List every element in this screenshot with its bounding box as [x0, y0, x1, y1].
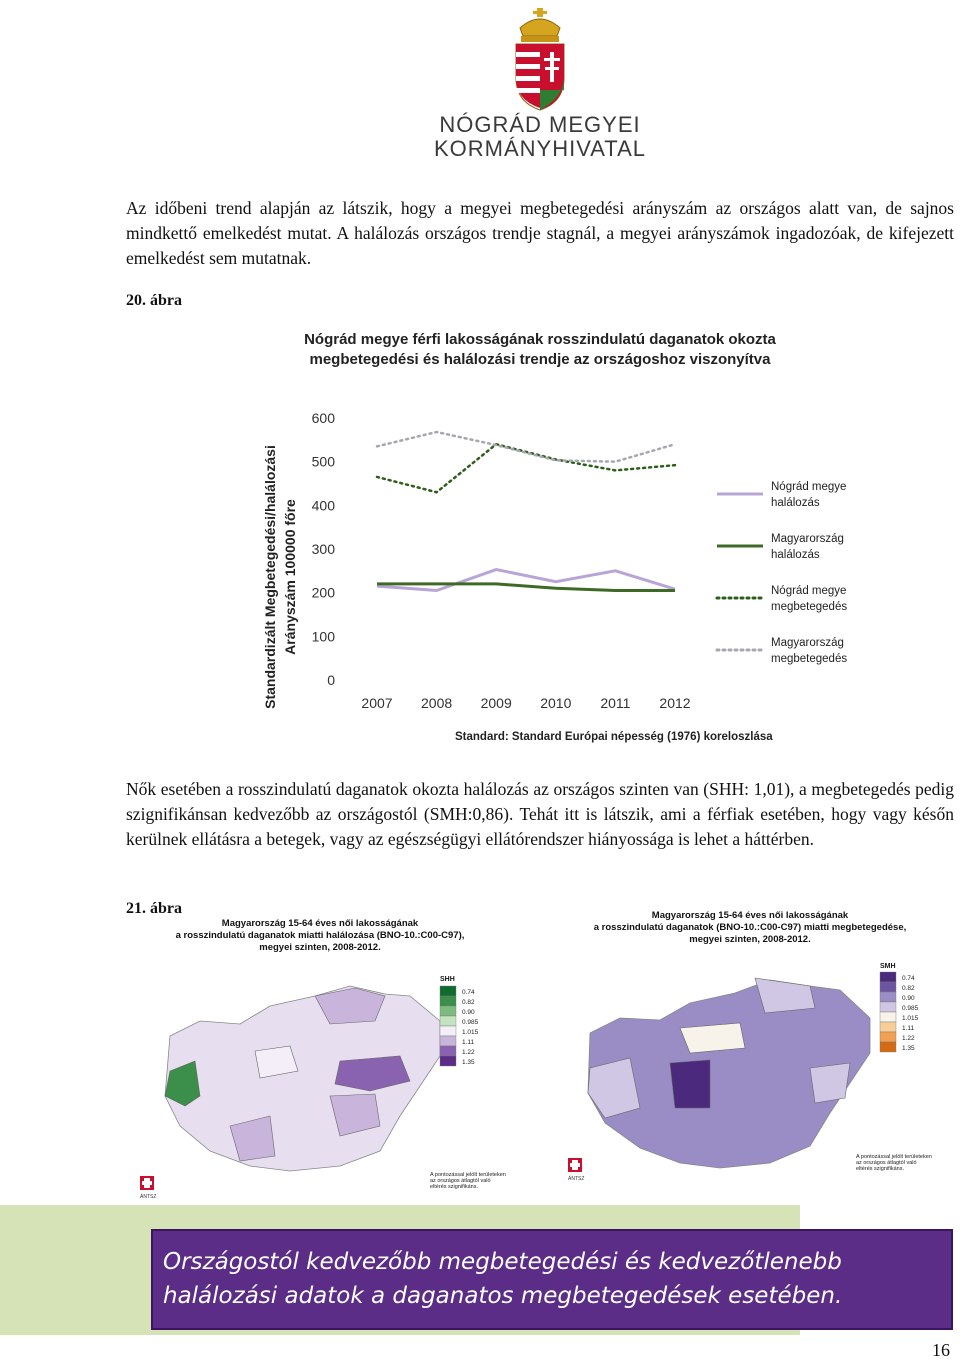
y-tick-label: 500 [311, 453, 335, 470]
legend-value: 1.11 [462, 1039, 475, 1046]
right-map-legend [880, 972, 919, 1052]
legend-swatch [880, 992, 896, 1002]
legend-value: 1.015 [462, 1029, 479, 1036]
right-map-svg [560, 958, 955, 1193]
chart-title: Nógrád megye férfi lakosságának rosszindulatú daganatok okozta megbetegedési és halálozási trendje az országoshoz viszonyítva [304, 331, 776, 368]
right-map-county-borsod [755, 978, 815, 1013]
right-map-figure [560, 910, 955, 1195]
legend-swatch [880, 1022, 896, 1032]
right-legend-title: SMH [880, 963, 896, 970]
legend-value: 0.74 [462, 989, 475, 996]
chart-footnote: Standard: Standard Európai népesség (1976) koreloszlása [455, 731, 773, 743]
x-tick-label: 2012 [659, 695, 691, 711]
left-map-title: Magyarország 15-64 éves női lakosságának a rosszindulatú daganatok miatti halálozása (BNO-10.:C00-C97), megyei szinten, 2008-2012. [175, 918, 465, 953]
chart-series [377, 432, 675, 591]
right-logo-text: ÁNTSZ [568, 1176, 585, 1182]
legend-value: 0.82 [462, 999, 475, 1006]
legend-value: 1.22 [462, 1049, 475, 1056]
chart-legend [717, 481, 847, 665]
left-legend-note: A pontozással jelölt területeken az országos átlagtól való eltérés szignifikáns. [430, 1172, 506, 1190]
chart-y-axis-label [262, 445, 298, 709]
line-chart-svg [255, 322, 885, 752]
summary-banner [151, 1229, 953, 1330]
legend-value: 1.35 [902, 1045, 915, 1052]
legend-swatch [440, 1016, 456, 1026]
left-map-antsz-logo [140, 1176, 156, 1200]
x-tick-label: 2011 [600, 695, 631, 711]
legend-value: 0.90 [462, 1009, 475, 1016]
legend-swatch [880, 1002, 896, 1012]
legend-swatch [440, 1056, 456, 1066]
legend-value: 1.11 [902, 1025, 915, 1032]
hungarian-coat-of-arms-icon [420, 6, 660, 111]
y-tick-label: 300 [311, 541, 335, 557]
chart-x-ticks [361, 695, 690, 711]
legend-label: Magyarország halálozás [771, 533, 844, 561]
legend-swatch [440, 986, 456, 996]
chart-y-axis-label-text: Standardizált Megbetegedési/halálozási Arányszám 100000 főre [262, 445, 298, 709]
y-tick-label: 600 [311, 410, 335, 426]
header-logo [420, 6, 660, 161]
chart-y-ticks [312, 410, 336, 688]
legend-value: 0.985 [902, 1005, 919, 1012]
legend-label: Nógrád megye halálozás [771, 481, 847, 509]
legend-value: 1.22 [902, 1035, 915, 1042]
right-map-county-tolna [670, 1060, 710, 1108]
left-map-figure [140, 918, 520, 1203]
legend-swatch [880, 972, 896, 982]
org-name-line2: KORMÁNYHIVATAL [433, 136, 647, 161]
x-tick-label: 2009 [480, 695, 512, 711]
legend-swatch [440, 1006, 456, 1016]
legend-value: 0.82 [902, 985, 915, 992]
legend-swatch [440, 996, 456, 1006]
right-map-county-budapest [680, 1023, 745, 1053]
legend-swatch [440, 1036, 456, 1046]
right-map-county-bekes [810, 1063, 850, 1103]
legend-value: 0.90 [902, 995, 915, 1002]
right-map-antsz-logo [568, 1158, 584, 1182]
legend-swatch [440, 1026, 456, 1036]
x-tick-label: 2008 [421, 695, 453, 711]
legend-label: Nógrád megye megbetegedés [771, 585, 848, 613]
legend-swatch [880, 1012, 896, 1022]
paragraph-1: Az időbeni trend alapján az látszik, hogy a megyei megbetegedési arányszám az országos alatt van, de sajnos mindkettő emelkedést mutat. A halálozás országos trendje stagnál, a megyei arányszámok ingadozóak, de kifejezett emelkedést sem mutatnak. [126, 198, 954, 268]
legend-value: 0.985 [462, 1019, 479, 1026]
legend-value: 1.35 [462, 1059, 475, 1066]
series-line [377, 432, 675, 462]
legend-swatch [880, 1032, 896, 1042]
left-logo-text: ÁNTSZ [140, 1194, 157, 1200]
x-tick-label: 2007 [361, 695, 393, 711]
legend-swatch [440, 1046, 456, 1056]
line-chart [255, 322, 885, 752]
legend-swatch [880, 982, 896, 992]
y-tick-label: 200 [311, 584, 335, 601]
figure-20-label: 20. ábra [126, 292, 182, 309]
x-tick-label: 2010 [540, 695, 572, 711]
page-number: 16 [932, 1340, 950, 1360]
summary-banner-text: Országostól kedvezőbb megbetegedési és kedvezőtlenebb halálozási adatok a daganatos megbetegedések esetében. [163, 1249, 843, 1309]
y-tick-label: 400 [311, 497, 335, 514]
y-tick-label: 0 [327, 672, 335, 688]
y-tick-label: 100 [311, 628, 335, 645]
series-line [377, 444, 675, 492]
legend-swatch [880, 1042, 896, 1052]
right-legend-note: A pontozással jelölt területeken az országos átlagtól való eltérés szignifikáns. [856, 1154, 932, 1172]
left-legend-title: SHH [440, 976, 455, 983]
legend-value: 1.015 [902, 1015, 919, 1022]
paragraph-2: Nők esetében a rosszindulatú daganatok okozta halálozás az országos szinten van (SHH: 1,01), a megbetegedés pedig szignifikánsan kedvezőbb az országostól (SMH:0,86). Tehát itt is látszik, ami a férfiak esetében, hogy vagy későn kerülnek ellátásra a betegek, vagy az egészségügyi ellátórendszer hiányossága is lehet a háttérben. [126, 779, 954, 849]
left-map-legend [440, 986, 479, 1066]
figure-21-label: 21. ábra [126, 900, 182, 917]
legend-label: Magyarország megbetegedés [771, 637, 848, 665]
legend-value: 0.74 [902, 975, 915, 982]
right-map-title: Magyarország 15-64 éves női lakosságának a rosszindulatú daganatok (BNO-10.:C00-C97) miatti megbetegedése, megyei szinten, 2008-2012. [593, 910, 907, 945]
left-map-svg [140, 966, 520, 1201]
org-name-line1: NÓGRÁD MEGYEI [439, 112, 641, 137]
